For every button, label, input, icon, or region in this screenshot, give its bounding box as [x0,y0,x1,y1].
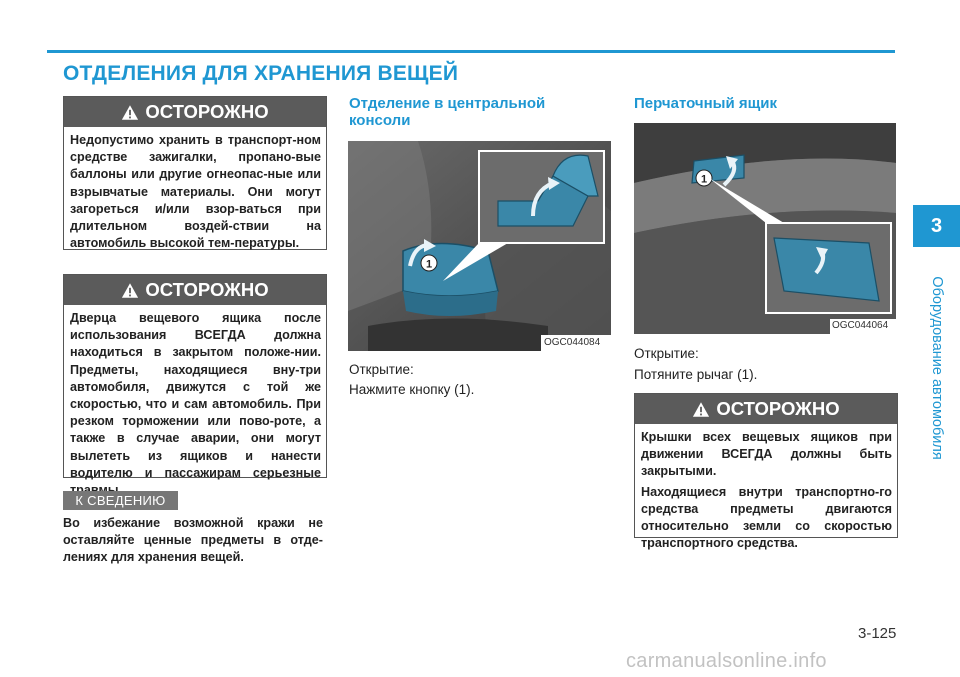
top-rule [47,50,895,53]
figure-code: OGC044084 [544,337,601,348]
warning-text: Крышки всех вещевых ящиков при движении ВСЕГДА должны быть закрытыми. [641,430,892,479]
warning-heading: ОСТОРОЖНО [716,398,840,419]
warning-triangle-icon [121,282,139,299]
warning-text: Находящиеся внутри транспортно-го средства предметы двигаются относительно земли со скоростью транспортного средства. [641,484,892,551]
svg-text:1: 1 [700,173,708,186]
figure-code: OGC044064 [832,320,889,331]
svg-text:1: 1 [425,258,433,271]
warning-header [635,394,897,424]
console-open-label: Открытие: [349,362,414,377]
chapter-tab: 3 [913,205,960,247]
section-title: ОТДЕЛЕНИЯ ДЛЯ ХРАНЕНИЯ ВЕЩЕЙ [63,62,459,85]
warning-header [64,275,326,305]
warning-triangle-icon [121,104,139,121]
warning-box-lids-closed [634,393,898,551]
glovebox-instruction: Потяните рычаг (1). [634,367,758,382]
glovebox-figure [634,123,896,334]
warning-box-lid [63,274,327,478]
page-number: 3-125 [858,625,897,642]
warning-heading: ОСТОРОЖНО [145,279,269,300]
warning-text: Недопустимо хранить в транспорт-ном средстве зажигалки, пропано-вые баллоны или другие огнеопас-ные или взрывчатые материалы. Они могут загореться и/или взор-ваться при длительном воздей-ствии на автомобиль высокой тем-пературы. [70,133,321,251]
glovebox-open-label: Открытие: [634,346,699,361]
warning-triangle-icon [692,401,710,418]
watermark: carmanualsonline.info [626,650,827,672]
warning-text: Дверца вещевого ящика после использования ВСЕГДА должна находиться в закрытом положе-нии. Предметы, находящиеся вну-три автомобиля, движутся с той же скоростью, что и сам автомобиль. При резком торможении или пово-роте, а также в случае аварии, они могут вылететь из ящиков и нанести водителю и пассажирам серьезные [70,311,321,480]
warning-heading: ОСТОРОЖНО [145,101,269,122]
glovebox-heading: Перчаточный ящик [634,95,778,112]
warning-header [64,97,326,127]
console-heading: Отделение в центральной консоли [349,95,546,129]
chapter-title: Оборудование автомобиля [929,276,945,460]
warning-box-storage [63,96,327,250]
note-tag: К СВЕДЕНИЮ [63,491,178,510]
console-instruction: Нажмите кнопку (1). [349,382,475,397]
note-text: Во избежание возможной кражи не оставляйте ценные предметы в отде-лениях для хранения вещей. [63,516,323,565]
console-figure [348,141,611,351]
